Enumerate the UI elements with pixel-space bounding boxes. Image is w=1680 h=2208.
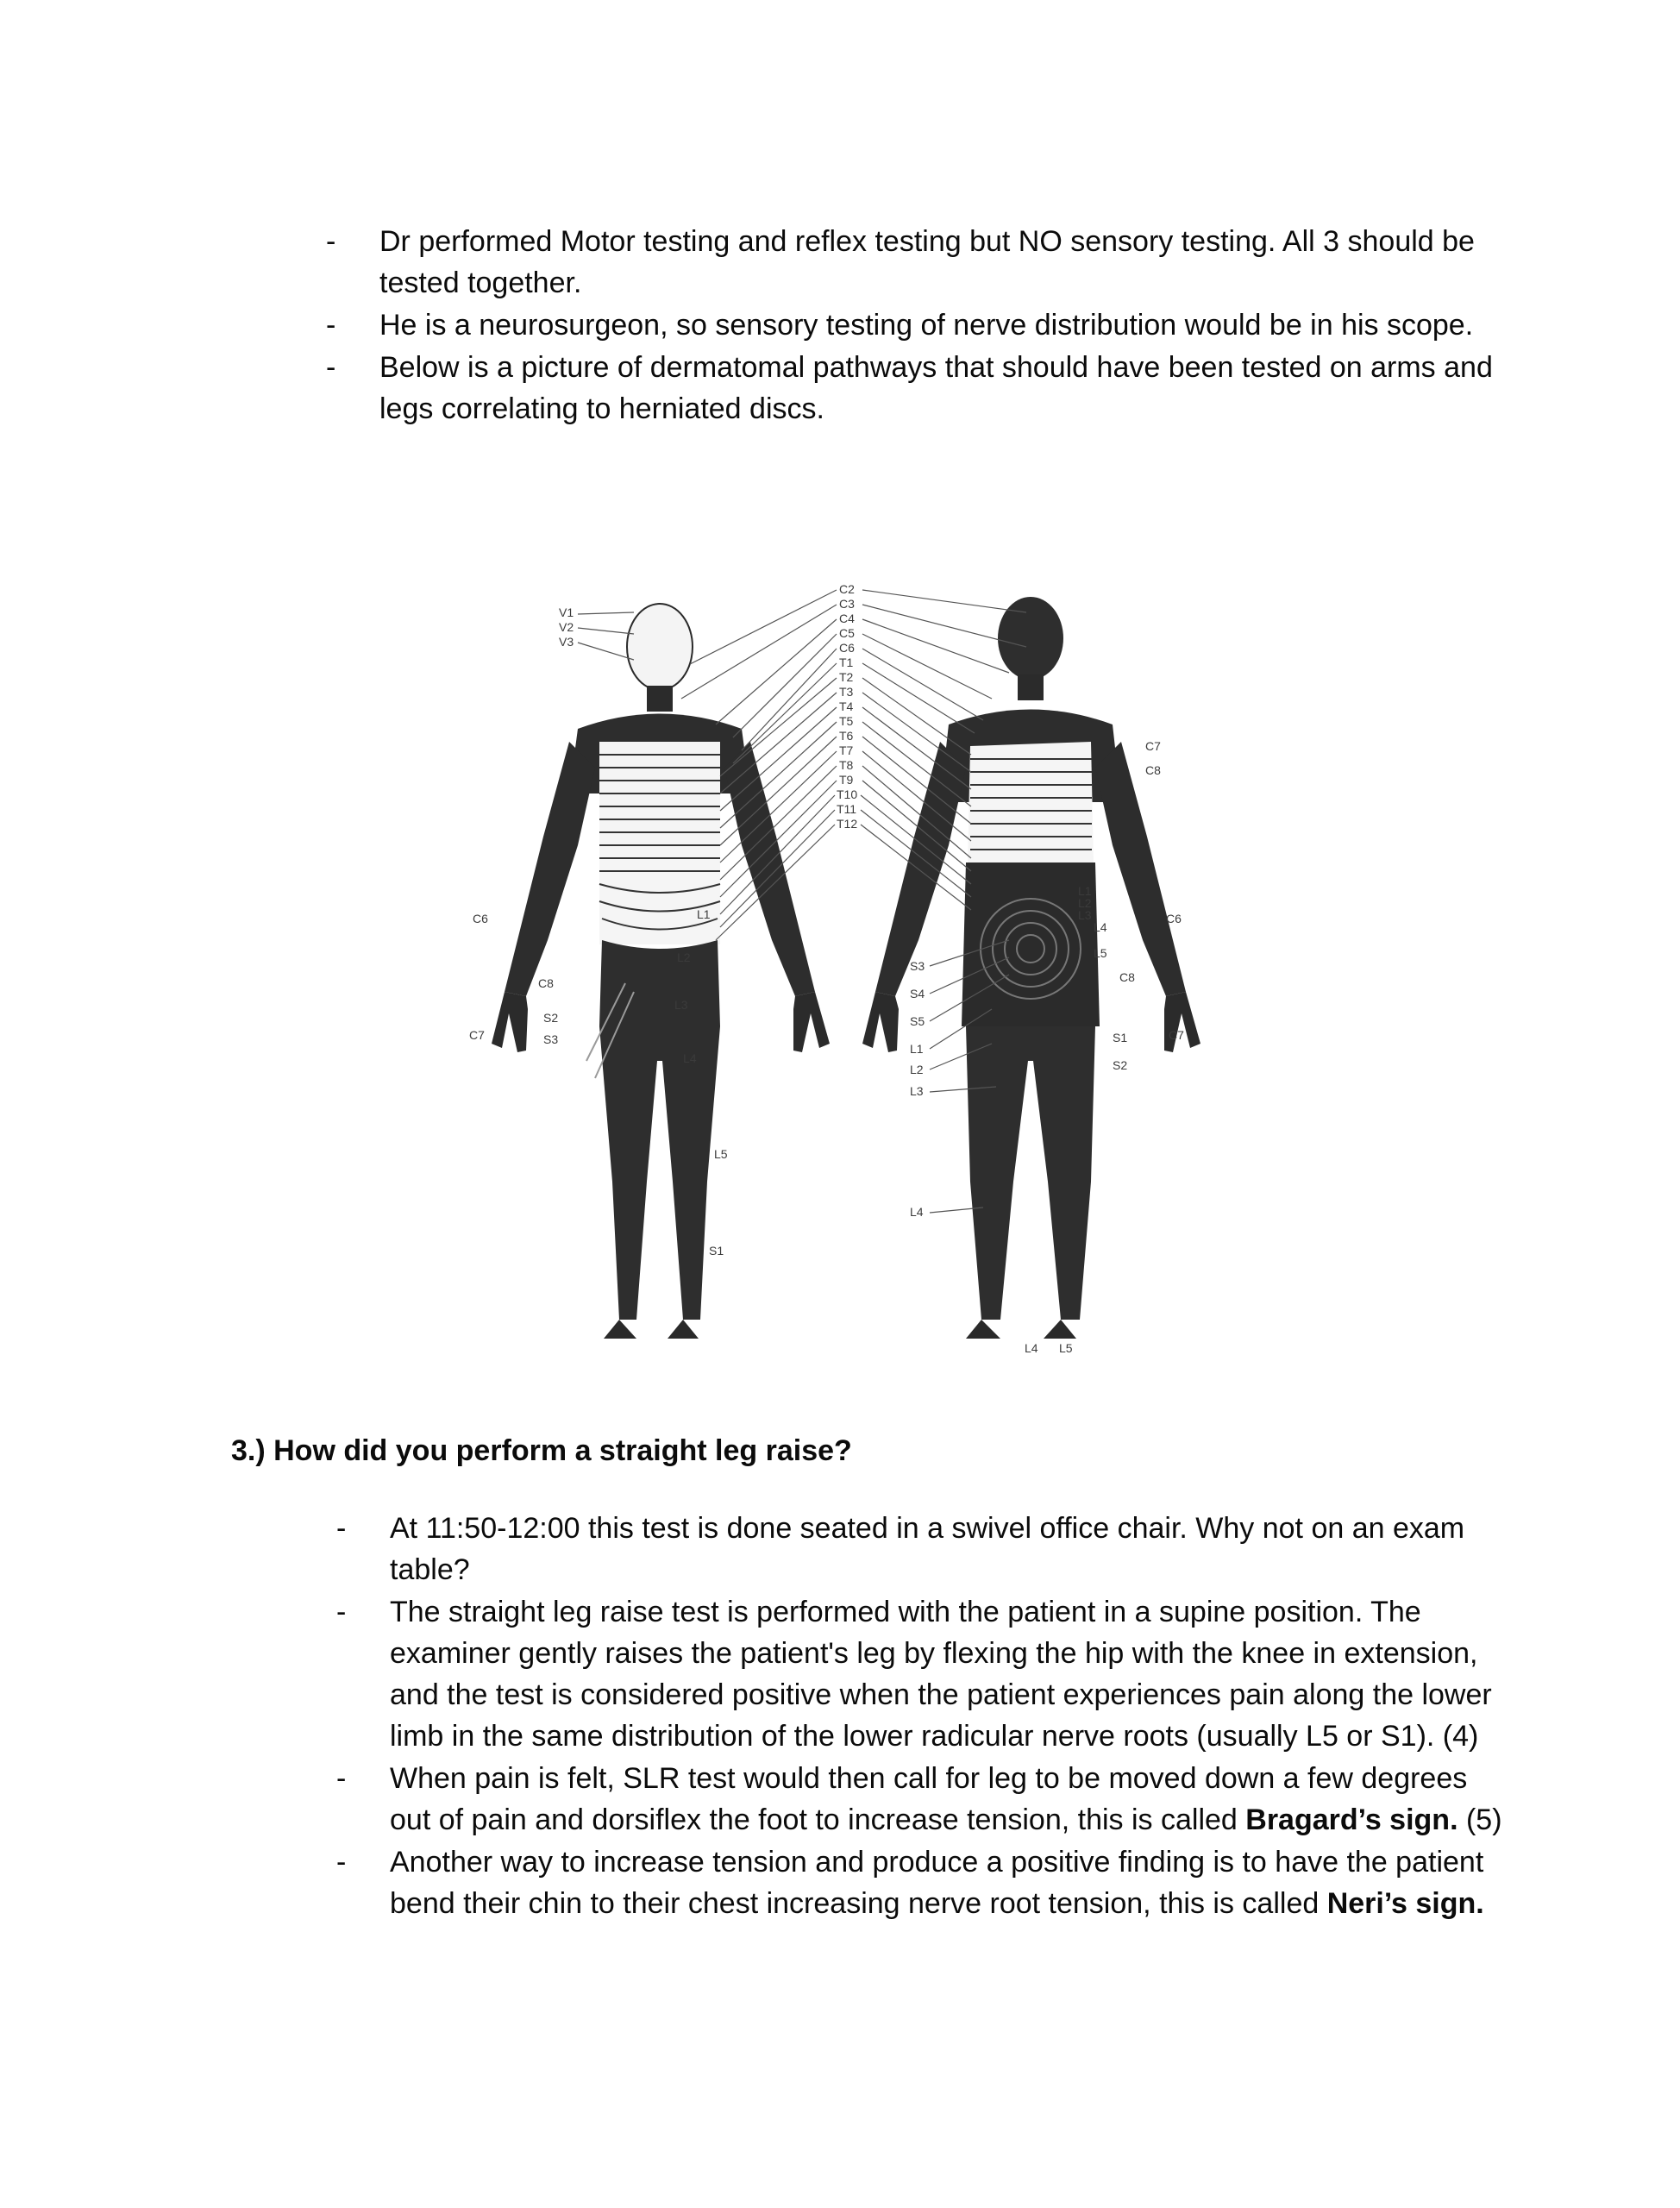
label: C6 — [473, 912, 488, 925]
label: S2 — [1113, 1058, 1128, 1072]
list-item: - When pain is felt, SLR test would then call for leg to be moved down a few degrees out of pain and dorsiflex the foot to increase tension, this is called Bragard’s sign. (5) — [336, 1762, 1502, 1836]
list-item: - At 11:50-12:00 this test is done seated in a swivel office chair. Why not on an exam table? — [336, 1512, 1465, 1586]
label: T11 — [837, 802, 857, 816]
label: L3 — [910, 1084, 924, 1098]
label: S2 — [543, 1011, 559, 1025]
label: L1 — [697, 907, 711, 921]
label: T12 — [837, 817, 858, 831]
label: C2 — [839, 582, 855, 596]
bullet-text: At 11:50-12:00 this test is done seated in a swivel office chair. Why not on an exam table? — [390, 1512, 1465, 1586]
label: L3 — [674, 998, 688, 1012]
bragard-sign: Bragard’s sign. — [1245, 1803, 1458, 1836]
label: T7 — [839, 743, 854, 757]
label: C7 — [1145, 739, 1161, 753]
label: L4 — [1094, 920, 1107, 934]
bullet-text: When pain is felt, SLR test would then call for leg to be moved down a few degrees out of pain and dorsiflex the foot to increase tension, this is called — [390, 1762, 1468, 1836]
bullet-text: Dr performed Motor testing and reflex testing but NO sensory testing. All 3 should be tested together. — [379, 225, 1475, 299]
label: T5 — [839, 714, 854, 728]
label: S1 — [709, 1244, 724, 1258]
label: T1 — [839, 656, 854, 669]
list-item: - Below is a picture of dermatomal pathways that should have been tested on arms and legs correlating to herniated discs. — [326, 351, 1493, 425]
label: T2 — [839, 670, 854, 684]
top-bullet-list — [326, 221, 1501, 430]
list-item: - Another way to increase tension and produce a positive finding is to have the patient bend their chin to their chest increasing nerve root tension, this is called Neri’s sign. — [336, 1846, 1484, 1920]
label: S4 — [910, 987, 925, 1000]
label: L4 — [683, 1051, 697, 1065]
label: T8 — [839, 758, 854, 772]
list-item: - The straight leg raise test is performed with the patient in a supine position. The examiner gently raises the patient's leg by flexing the hip with the knee in extension, and the test is considered positive when the patient experiences pain along the lower limb in the same distribution of the lower radicular nerve roots (usually L5 or S1). (4) — [336, 1596, 1492, 1753]
bullet-text: Another way to increase tension and produce a positive finding is to have the patient bend their chin to their chest increasing nerve root tension, this is called — [390, 1846, 1484, 1920]
label: T9 — [839, 773, 854, 787]
bottom-bullet-list — [336, 1508, 1511, 1925]
label: V3 — [559, 635, 574, 649]
bullet-text: Below is a picture of dermatomal pathways that should have been tested on arms and legs correlating to herniated discs. — [379, 351, 1493, 425]
label: S3 — [543, 1032, 559, 1046]
label: L4 — [1025, 1341, 1038, 1355]
label: L2 — [1078, 896, 1092, 910]
label: S3 — [910, 959, 925, 973]
label: C5 — [839, 626, 855, 640]
label: L3 — [1078, 908, 1092, 922]
bullet-ref: (5) — [1457, 1803, 1502, 1836]
label: S1 — [1113, 1031, 1128, 1044]
list-item: - Dr performed Motor testing and reflex testing but NO sensory testing. All 3 should be tested together. — [326, 225, 1475, 299]
label: C6 — [839, 641, 855, 655]
section-heading: 3.) How did you perform a straight leg raise? — [231, 1434, 852, 1467]
label: C4 — [839, 612, 855, 625]
label: T3 — [839, 685, 854, 699]
label: C8 — [1119, 970, 1135, 984]
dermatome-figure — [457, 578, 1233, 1384]
label: V1 — [559, 605, 574, 619]
label: C3 — [839, 597, 855, 611]
label: T6 — [839, 729, 854, 743]
bullet-text: He is a neurosurgeon, so sensory testing of nerve distribution would be in his scope. — [379, 309, 1474, 342]
bullet-text: The straight leg raise test is performed with the patient in a supine position. The examiner gently raises the patient's leg by flexing the hip with the knee in extension, and the test is considered positive when the patient experiences pain along the lower limb in the same distribution of the lower radicular nerve roots (usually L5 or S1). (4) — [390, 1596, 1492, 1753]
label: C7 — [1169, 1028, 1184, 1042]
label: L1 — [910, 1042, 924, 1056]
label: V2 — [559, 620, 574, 634]
label: S5 — [910, 1014, 925, 1028]
label: C7 — [469, 1028, 485, 1042]
list-item: - He is a neurosurgeon, so sensory testing of nerve distribution would be in his scope. — [326, 309, 1474, 342]
label: L2 — [677, 950, 691, 964]
label: C6 — [1166, 912, 1182, 925]
label: L5 — [1059, 1341, 1073, 1355]
dermatome-diagram — [457, 578, 1233, 1384]
label: T4 — [839, 699, 854, 713]
label: L1 — [1078, 884, 1092, 898]
label: T10 — [837, 787, 858, 801]
spinal-labels — [837, 582, 857, 831]
neri-sign: Neri’s sign. — [1326, 1887, 1484, 1920]
label: L5 — [1094, 946, 1107, 960]
front-body — [492, 604, 830, 1339]
label: L4 — [910, 1205, 924, 1219]
label: L5 — [714, 1147, 728, 1161]
label: L2 — [910, 1063, 924, 1076]
label: C8 — [538, 976, 554, 990]
label: C8 — [1145, 763, 1161, 777]
